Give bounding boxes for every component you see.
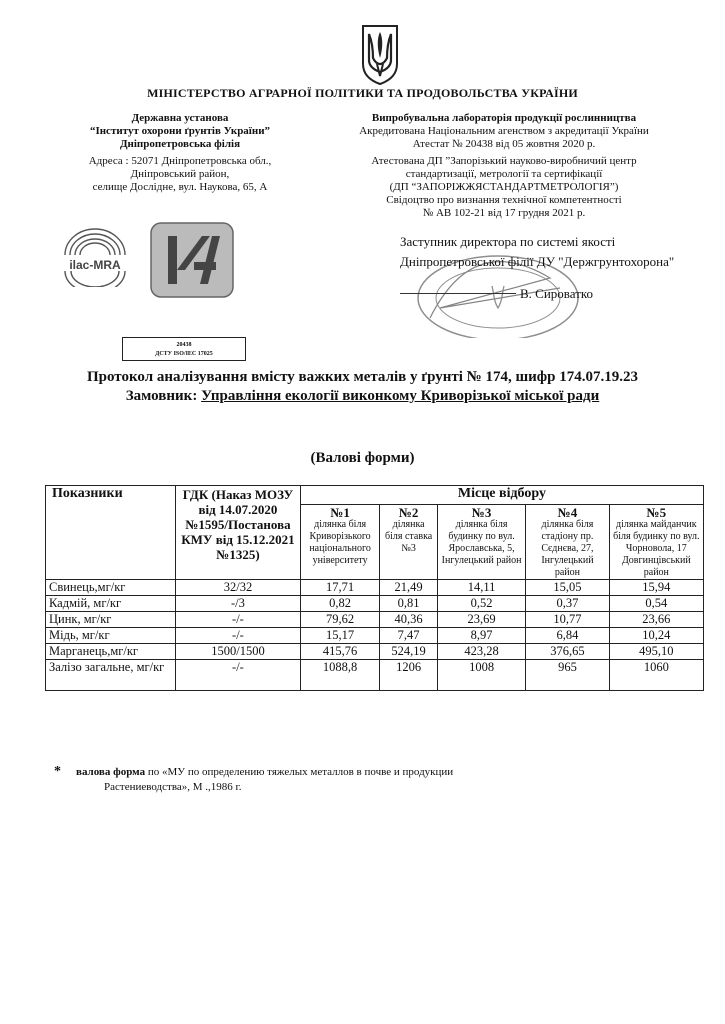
cell-value: 15,94 <box>609 580 703 596</box>
indicator-column-header: Показники <box>46 486 176 580</box>
cell-value: 8,97 <box>437 628 525 644</box>
gdk-value: -/- <box>176 612 301 628</box>
site-3-description: ділянка біля будинку по вул. Ярославська, 5, Інгулецький район <box>441 519 522 566</box>
row-label: Кадмій, мг/кг <box>46 596 176 612</box>
cert-box-number: 20438 <box>176 342 192 348</box>
cell-value: 495,10 <box>609 644 703 660</box>
gdk-value: -/- <box>176 660 301 691</box>
accreditation-cert-box <box>122 337 246 361</box>
address-line-1: Адреса : 52071 Дніпропетровська обл., <box>88 155 272 167</box>
coat-of-arms-icon <box>360 24 400 86</box>
institution-block <box>60 112 300 194</box>
attested-line-1: Атестована ДП ”Запорізький науково-виробничий центр <box>371 155 637 167</box>
gdk-value: -/3 <box>176 596 301 612</box>
cell-value: 524,19 <box>380 644 438 660</box>
signatory-position-1: Заступник директора по системі якості <box>400 234 616 249</box>
row-label: Марганець,мг/кг <box>46 644 176 660</box>
cell-value: 0,81 <box>380 596 438 612</box>
lab-title: Випробувальна лабораторія продукції рослинництва <box>371 112 637 124</box>
row-label: Залізо загальне, мг/кг <box>46 660 176 691</box>
signature-block <box>400 232 720 304</box>
cell-value: 0,54 <box>609 596 703 612</box>
gdk-value: -/- <box>176 628 301 644</box>
footnote <box>54 764 694 795</box>
cert-box-standard: ДСТУ ISO/IEC 17025 <box>155 351 213 357</box>
cert-line-1: Свідоцтво про визнання технічної компетентності <box>386 194 622 206</box>
org-line-1: Державна установа <box>131 112 229 124</box>
cell-value: 10,77 <box>526 612 609 628</box>
cell-value: 23,69 <box>437 612 525 628</box>
cell-value: 0,82 <box>300 596 379 612</box>
footnote-text-2: Растениеводства», М .,1986 г. <box>104 781 242 793</box>
site-2-header <box>380 505 438 580</box>
row-label: Мідь, мг/кг <box>46 628 176 644</box>
ilac-mra-logo-icon <box>57 225 133 287</box>
address-line-2: Дніпровський район, <box>130 168 230 180</box>
site-1-description: ділянка біля Криворізького національного університету <box>309 519 371 566</box>
cell-value: 10,24 <box>609 628 703 644</box>
accreditation-logo-icon <box>150 222 234 298</box>
results-table <box>45 485 704 691</box>
site-5-header <box>609 505 703 580</box>
table-row <box>46 580 704 596</box>
site-5-number: №5 <box>646 505 667 520</box>
address-line-3: селище Дослідне, вул. Наукова, 65, А <box>92 181 268 193</box>
cell-value: 14,11 <box>437 580 525 596</box>
site-5-description: ділянка майданчик біля будинку по вул. Чорновола, 17 Довгинцівський район <box>613 519 700 578</box>
site-4-header <box>526 505 609 580</box>
cell-value: 1008 <box>437 660 525 691</box>
cert-line-2: № АВ 102-21 від 17 грудня 2021 р. <box>422 207 586 219</box>
sampling-place-header: Місце відбору <box>300 486 703 505</box>
cell-value: 1206 <box>380 660 438 691</box>
protocol-heading <box>0 368 725 406</box>
cell-value: 1088,8 <box>300 660 379 691</box>
site-4-number: №4 <box>557 505 578 520</box>
site-4-description: ділянка біля стадіону пр. Сєднєва, 27, Інгулецький район <box>541 519 594 578</box>
gdk-value: 1500/1500 <box>176 644 301 660</box>
footnote-text-1: по «МУ по определению тяжелых металлов в почве и продукции <box>145 766 454 778</box>
table-row <box>46 644 704 660</box>
cell-value: 23,66 <box>609 612 703 628</box>
footnote-star: * <box>54 764 61 779</box>
customer-name: Управління екології виконкому Криворізької міської ради <box>201 388 600 404</box>
site-3-header <box>437 505 525 580</box>
gdk-column-header: ГДК (Наказ МОЗУ від 14.07.2020 №1595/Постанова КМУ від 15.12.2021 №1325) <box>176 486 301 580</box>
table-row <box>46 660 704 691</box>
cell-value: 423,28 <box>437 644 525 660</box>
site-1-header <box>300 505 379 580</box>
protocol-title: Протокол аналізування вмісту важких металів у ґрунті № 174, шифр 174.07.19.23 <box>86 369 639 385</box>
ilac-logo-text: ilac-MRA <box>69 258 121 272</box>
attestat-line: Атестат № 20438 від 05 жовтня 2020 р. <box>412 138 596 150</box>
row-label: Цинк, мг/кг <box>46 612 176 628</box>
cell-value: 15,17 <box>300 628 379 644</box>
customer-label: Замовник: <box>125 388 198 404</box>
cell-value: 7,47 <box>380 628 438 644</box>
org-line-2: “Інститут охорони ґрунтів України” <box>89 125 271 137</box>
cell-value: 415,76 <box>300 644 379 660</box>
org-line-3: Дніпропетровська філія <box>119 138 241 150</box>
cell-value: 79,62 <box>300 612 379 628</box>
gdk-value: 32/32 <box>176 580 301 596</box>
table-row <box>46 596 704 612</box>
site-2-number: №2 <box>398 505 419 520</box>
table-row <box>46 612 704 628</box>
signatory-position-2: Дніпропетровської філії ДУ "Держгрунтохорона" <box>400 254 675 269</box>
table-row <box>46 628 704 644</box>
signature-line <box>400 293 516 294</box>
cell-value: 17,71 <box>300 580 379 596</box>
site-2-description: ділянка біля ставка №3 <box>385 519 433 554</box>
cell-value: 376,65 <box>526 644 609 660</box>
attested-line-3: (ДП “ЗАПОРІЖЖЯСТАНДАРТМЕТРОЛОГІЯ”) <box>389 181 619 193</box>
site-1-number: №1 <box>330 505 350 520</box>
footnote-bold: валова форма <box>76 766 146 778</box>
cell-value: 15,05 <box>526 580 609 596</box>
cell-value: 0,37 <box>526 596 609 612</box>
attested-line-2: стандартизації, метрології та сертифікації <box>405 168 603 180</box>
cell-value: 21,49 <box>380 580 438 596</box>
cell-value: 6,84 <box>526 628 609 644</box>
row-label: Свинець,мг/кг <box>46 580 176 596</box>
accreditation-line: Акредитована Національним агенством з акредитації України <box>359 125 649 137</box>
cell-value: 0,52 <box>437 596 525 612</box>
cell-value: 965 <box>526 660 609 691</box>
signatory-name: В. Сироватко <box>520 286 594 301</box>
cell-value: 40,36 <box>380 612 438 628</box>
site-3-number: №3 <box>471 505 492 520</box>
laboratory-block <box>336 112 672 220</box>
ministry-heading: МІНІСТЕРСТВО АГРАРНОЇ ПОЛІТИКИ ТА ПРОДОВОЛЬСТВА УКРАЇНИ <box>147 86 578 100</box>
cell-value: 1060 <box>609 660 703 691</box>
forms-subtitle: (Валові форми) <box>310 450 415 466</box>
